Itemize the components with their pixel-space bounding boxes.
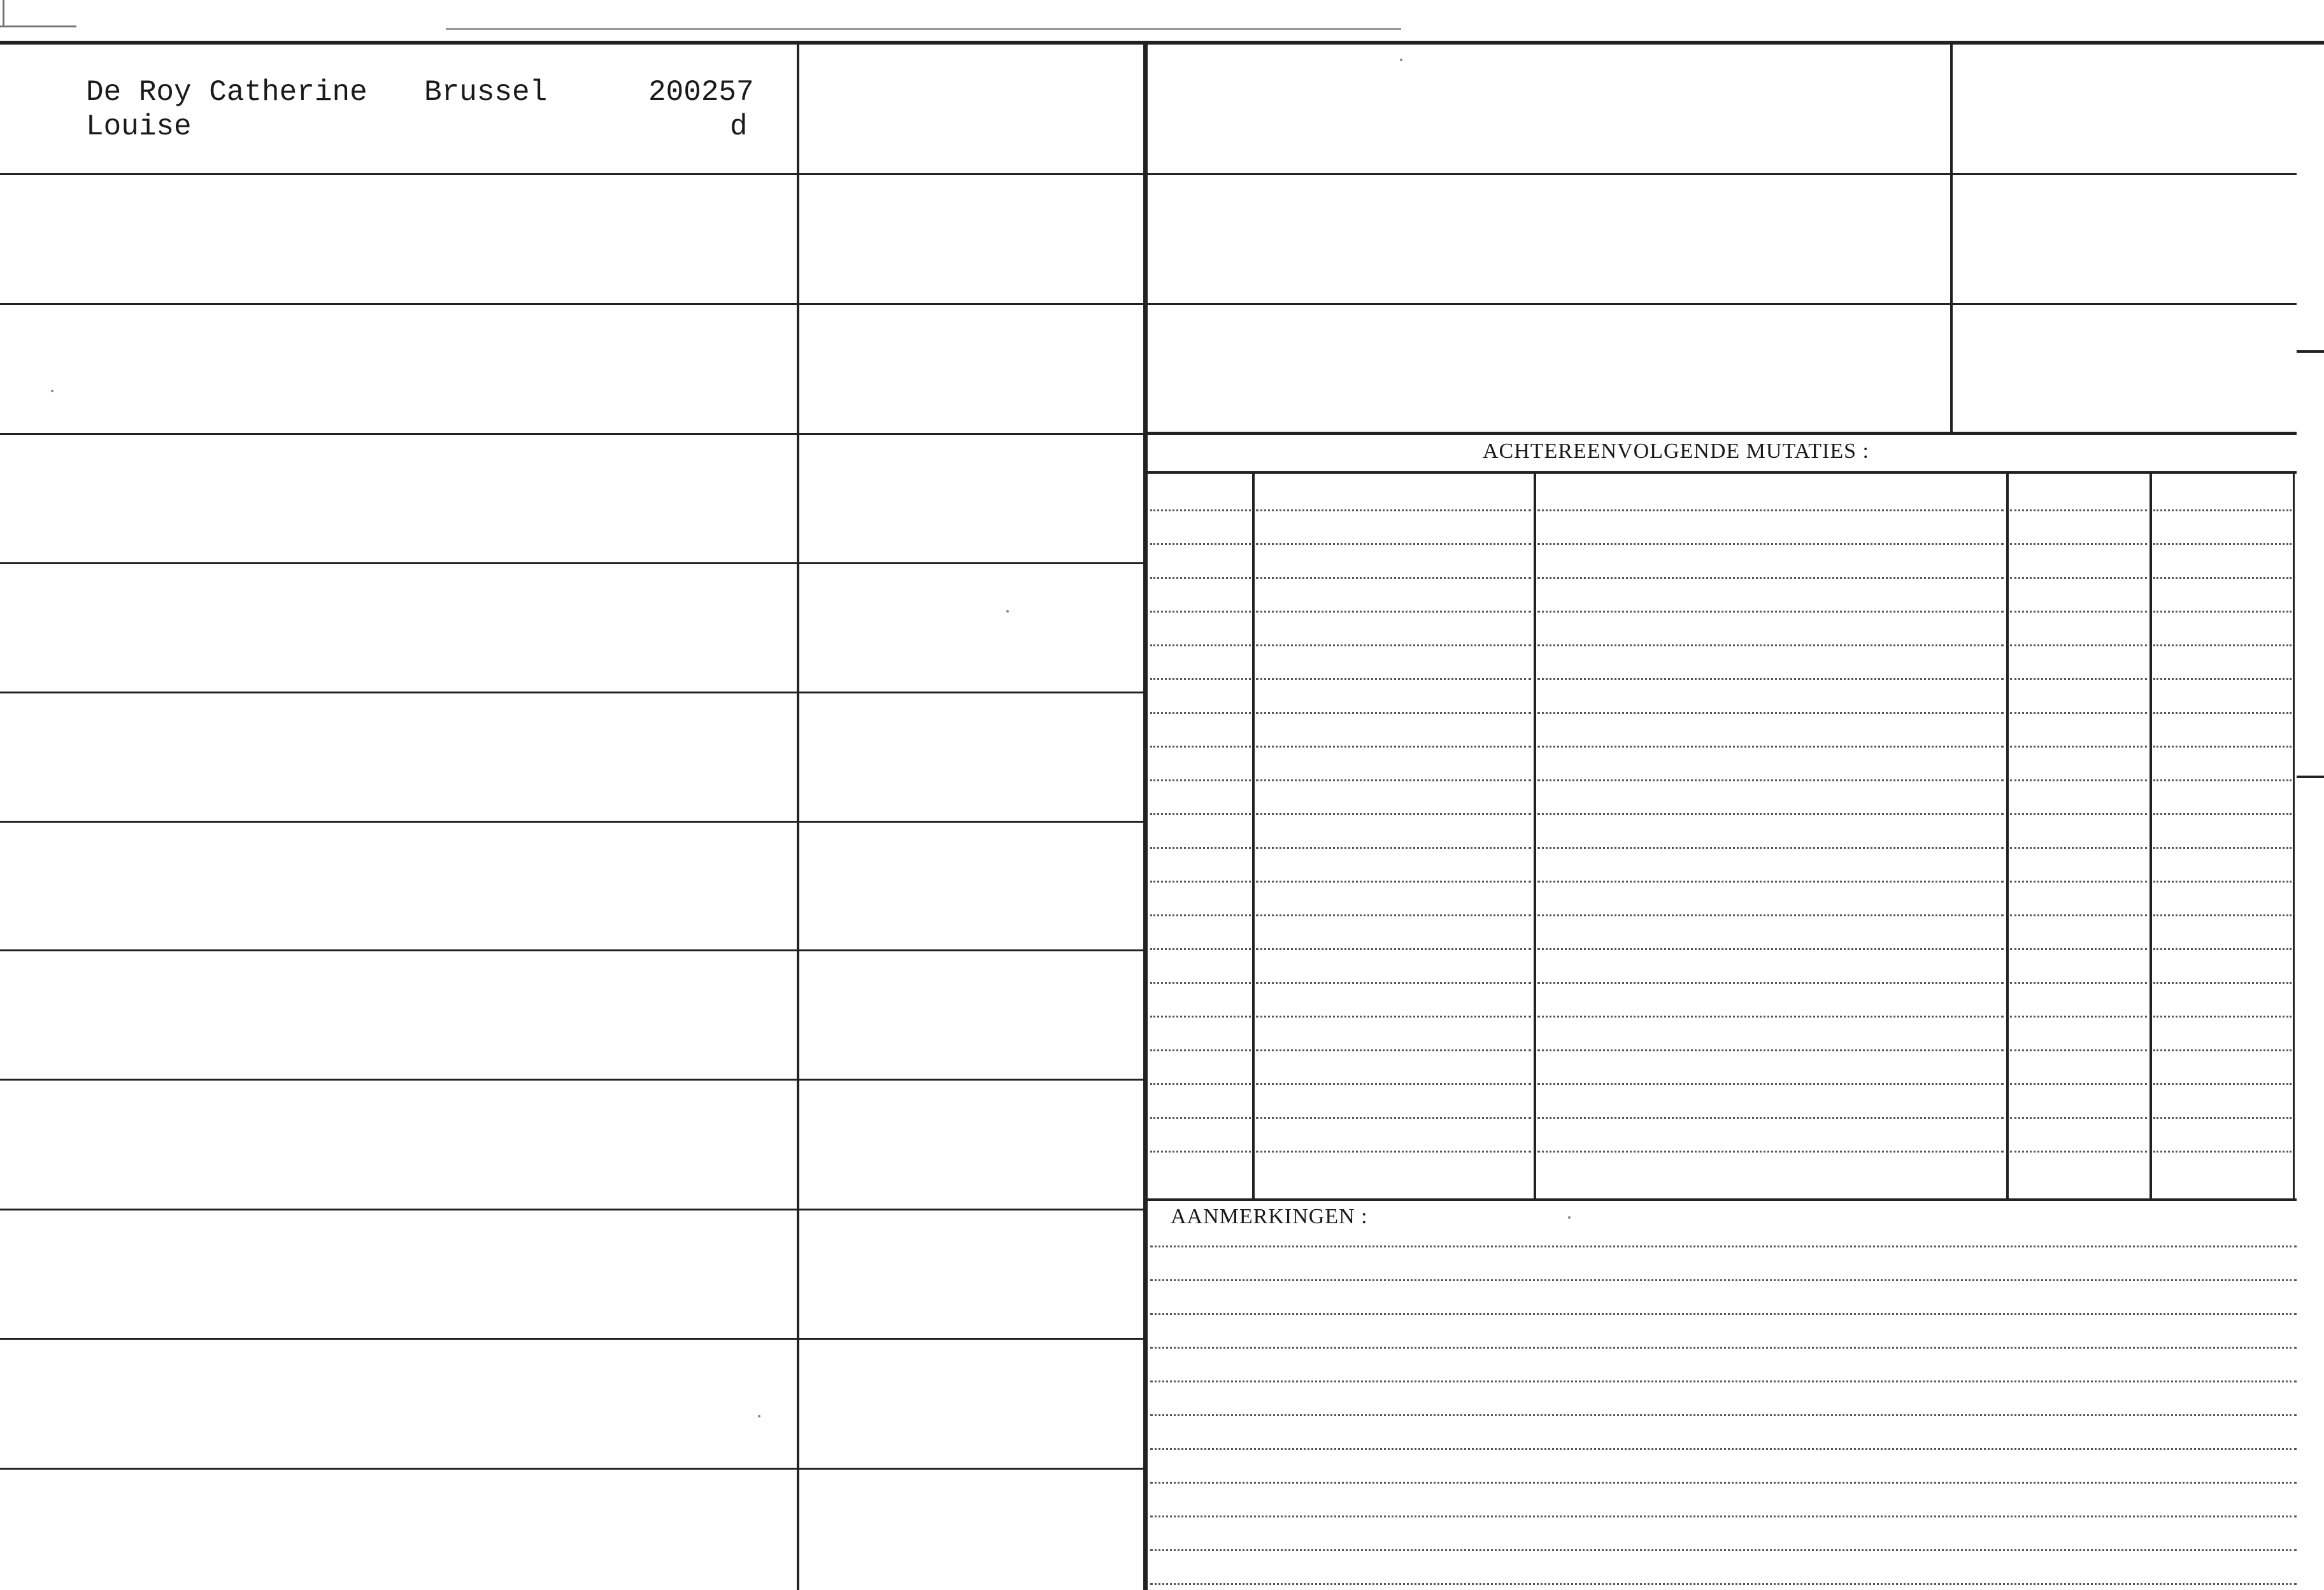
- remarks-ruled-line: [1150, 1414, 2297, 1416]
- mutations-ruled-line: [2153, 577, 2292, 579]
- register-row-line: [0, 949, 1143, 951]
- mutations-ruled-line: [2010, 1151, 2147, 1153]
- upper-row-line-thick: [1148, 432, 2297, 435]
- mutations-ruled-line: [2010, 746, 2147, 748]
- mutations-ruled-line: [1256, 1083, 1531, 1085]
- mutations-ruled-line: [1150, 1117, 1251, 1119]
- mutations-ruled-line: [2153, 746, 2292, 748]
- person-code-line1: 200257: [648, 76, 754, 109]
- mutations-ruled-line: [1256, 779, 1531, 781]
- mutations-ruled-line: [1537, 1083, 2004, 1085]
- remarks-ruled-line: [1150, 1448, 2297, 1450]
- mutations-ruled-line: [2153, 543, 2292, 545]
- mutations-ruled-line: [1256, 611, 1531, 613]
- register-row-line: [0, 821, 1143, 823]
- person-code-line2: d: [730, 110, 748, 143]
- remarks-heading: AANMERKINGEN :: [1171, 1205, 1368, 1228]
- mutations-ruled-line: [1256, 509, 1531, 511]
- mutations-ruled-line: [1537, 746, 2004, 748]
- mutations-ruled-line: [2153, 847, 2292, 849]
- mutations-ruled-line: [2153, 1151, 2292, 1153]
- mutations-ruled-line: [1150, 644, 1251, 646]
- mutations-ruled-line: [1256, 577, 1531, 579]
- scan-speck: [51, 390, 53, 392]
- mutations-ruled-line: [1537, 678, 2004, 680]
- mutations-ruled-line: [1256, 543, 1531, 545]
- mutations-ruled-line: [1256, 1049, 1531, 1051]
- mutations-heading: ACHTEREENVOLGENDE MUTATIES :: [1483, 439, 1869, 463]
- mutations-ruled-line: [1256, 678, 1531, 680]
- remarks-ruled-line: [1150, 1515, 2297, 1517]
- mutations-column-divider: [2006, 474, 2009, 1198]
- mutations-ruled-line: [2153, 509, 2292, 511]
- mutations-ruled-line: [2153, 1083, 2292, 1085]
- mutations-ruled-line: [1150, 779, 1251, 781]
- remarks-ruled-line: [1150, 1313, 2297, 1315]
- person-name-line2: Louise: [86, 110, 192, 143]
- register-row-line: [0, 1079, 1143, 1081]
- scan-speck: [1568, 1216, 1571, 1219]
- register-column-divider: [797, 45, 799, 1590]
- remarks-ruled-line: [1150, 1246, 2297, 1247]
- remarks-ruled-line: [1150, 1583, 2297, 1585]
- mutations-ruled-line: [1150, 914, 1251, 916]
- mutations-ruled-line: [2010, 543, 2147, 545]
- mutations-ruled-line: [1150, 948, 1251, 950]
- mutations-ruled-line: [2010, 1049, 2147, 1051]
- mutations-ruled-line: [1150, 509, 1251, 511]
- mutations-ruled-line: [1256, 948, 1531, 950]
- mutations-ruled-line: [1256, 712, 1531, 714]
- mutations-ruled-line: [2010, 847, 2147, 849]
- mutations-ruled-line: [1150, 577, 1251, 579]
- person-place: Brussel: [424, 76, 548, 109]
- remarks-ruled-line: [1150, 1381, 2297, 1382]
- mutations-ruled-line: [1150, 847, 1251, 849]
- mutations-right-edge: [2293, 474, 2295, 1198]
- top-left-mark: [0, 25, 76, 27]
- mutations-ruled-line: [1256, 1151, 1531, 1153]
- top-border: [0, 41, 2324, 45]
- mutations-ruled-line: [2010, 611, 2147, 613]
- mutations-ruled-line: [1537, 813, 2004, 815]
- mutations-header-line: [1148, 471, 2297, 474]
- mutations-ruled-line: [2153, 779, 2292, 781]
- mutations-ruled-line: [2010, 982, 2147, 984]
- mutations-ruled-line: [1537, 577, 2004, 579]
- mutations-ruled-line: [1537, 611, 2004, 613]
- mutations-ruled-line: [1256, 914, 1531, 916]
- mutations-ruled-line: [1150, 678, 1251, 680]
- mutations-ruled-line: [1256, 982, 1531, 984]
- mutations-ruled-line: [2010, 577, 2147, 579]
- remarks-ruled-line: [1150, 1347, 2297, 1349]
- mutations-ruled-line: [2010, 914, 2147, 916]
- register-row-line: [0, 303, 1143, 305]
- mutations-ruled-line: [1150, 746, 1251, 748]
- mutations-ruled-line: [1537, 1117, 2004, 1119]
- scan-speck: [1006, 610, 1009, 613]
- register-row-line: [0, 1209, 1143, 1210]
- mutations-ruled-line: [1537, 509, 2004, 511]
- mutations-ruled-line: [1256, 847, 1531, 849]
- register-row-line: [0, 173, 1143, 175]
- mutations-ruled-line: [1537, 644, 2004, 646]
- mutations-ruled-line: [2010, 813, 2147, 815]
- mutations-ruled-line: [2010, 1117, 2147, 1119]
- mutations-ruled-line: [1537, 847, 2004, 849]
- mutations-ruled-line: [2010, 779, 2147, 781]
- upper-column-divider: [1950, 45, 1953, 433]
- mutations-ruled-line: [2153, 1117, 2292, 1119]
- mutations-ruled-line: [1537, 1151, 2004, 1153]
- mutations-ruled-line: [1256, 813, 1531, 815]
- mutations-ruled-line: [1256, 746, 1531, 748]
- register-row-line: [0, 562, 1143, 564]
- mutations-ruled-line: [2153, 611, 2292, 613]
- top-torn-edge: [446, 28, 1401, 30]
- mutations-column-divider: [2149, 474, 2152, 1198]
- mutations-ruled-line: [1150, 1151, 1251, 1153]
- remarks-ruled-line: [1150, 1279, 2297, 1281]
- mutations-ruled-line: [1537, 914, 2004, 916]
- register-column-divider-thick: [1143, 45, 1148, 1590]
- mutations-ruled-line: [2010, 1083, 2147, 1085]
- mutations-ruled-line: [1537, 712, 2004, 714]
- mutations-ruled-line: [1256, 644, 1531, 646]
- mutations-ruled-line: [1537, 1049, 2004, 1051]
- mutations-ruled-line: [1150, 712, 1251, 714]
- mutations-ruled-line: [2153, 914, 2292, 916]
- mutations-bottom-line: [1148, 1198, 2297, 1201]
- register-row-line: [0, 1338, 1143, 1340]
- mutations-ruled-line: [2010, 948, 2147, 950]
- margin-tick: [2297, 350, 2324, 353]
- mutations-ruled-line: [2010, 712, 2147, 714]
- mutations-ruled-line: [1256, 1117, 1531, 1119]
- mutations-ruled-line: [2153, 712, 2292, 714]
- mutations-ruled-line: [1256, 1016, 1531, 1018]
- upper-row-line: [1148, 173, 2297, 175]
- mutations-ruled-line: [1150, 1083, 1251, 1085]
- mutations-column-divider: [1534, 474, 1536, 1198]
- scan-speck: [758, 1415, 760, 1417]
- mutations-ruled-line: [2153, 813, 2292, 815]
- mutations-ruled-line: [2153, 948, 2292, 950]
- mutations-ruled-line: [1256, 881, 1531, 883]
- register-row-line: [0, 433, 1143, 435]
- mutations-ruled-line: [1537, 982, 2004, 984]
- mutations-ruled-line: [1150, 611, 1251, 613]
- mutations-ruled-line: [2153, 644, 2292, 646]
- mutations-ruled-line: [2010, 881, 2147, 883]
- mutations-column-divider: [1252, 474, 1255, 1198]
- mutations-ruled-line: [2010, 644, 2147, 646]
- mutations-ruled-line: [1150, 881, 1251, 883]
- upper-row-line: [1148, 303, 2297, 305]
- mutations-ruled-line: [1537, 779, 2004, 781]
- mutations-ruled-line: [1150, 1049, 1251, 1051]
- mutations-ruled-line: [2153, 1016, 2292, 1018]
- mutations-ruled-line: [1150, 1016, 1251, 1018]
- mutations-ruled-line: [1150, 813, 1251, 815]
- remarks-ruled-line: [1150, 1482, 2297, 1484]
- scan-speck: [1400, 59, 1402, 61]
- mutations-ruled-line: [2153, 881, 2292, 883]
- mutations-ruled-line: [1537, 1016, 2004, 1018]
- mutations-ruled-line: [1150, 982, 1251, 984]
- mutations-ruled-line: [2153, 982, 2292, 984]
- register-row-line: [0, 1468, 1143, 1470]
- top-left-tick: [3, 0, 4, 27]
- person-name-line1: De Roy Catherine: [86, 76, 367, 109]
- mutations-ruled-line: [1537, 948, 2004, 950]
- mutations-ruled-line: [1150, 543, 1251, 545]
- mutations-ruled-line: [1537, 543, 2004, 545]
- register-row-line: [0, 692, 1143, 693]
- margin-tick: [2297, 776, 2324, 778]
- mutations-ruled-line: [2010, 678, 2147, 680]
- mutations-ruled-line: [2010, 509, 2147, 511]
- remarks-ruled-line: [1150, 1549, 2297, 1551]
- mutations-ruled-line: [2153, 678, 2292, 680]
- mutations-ruled-line: [2153, 1049, 2292, 1051]
- mutations-ruled-line: [2010, 1016, 2147, 1018]
- mutations-ruled-line: [1537, 881, 2004, 883]
